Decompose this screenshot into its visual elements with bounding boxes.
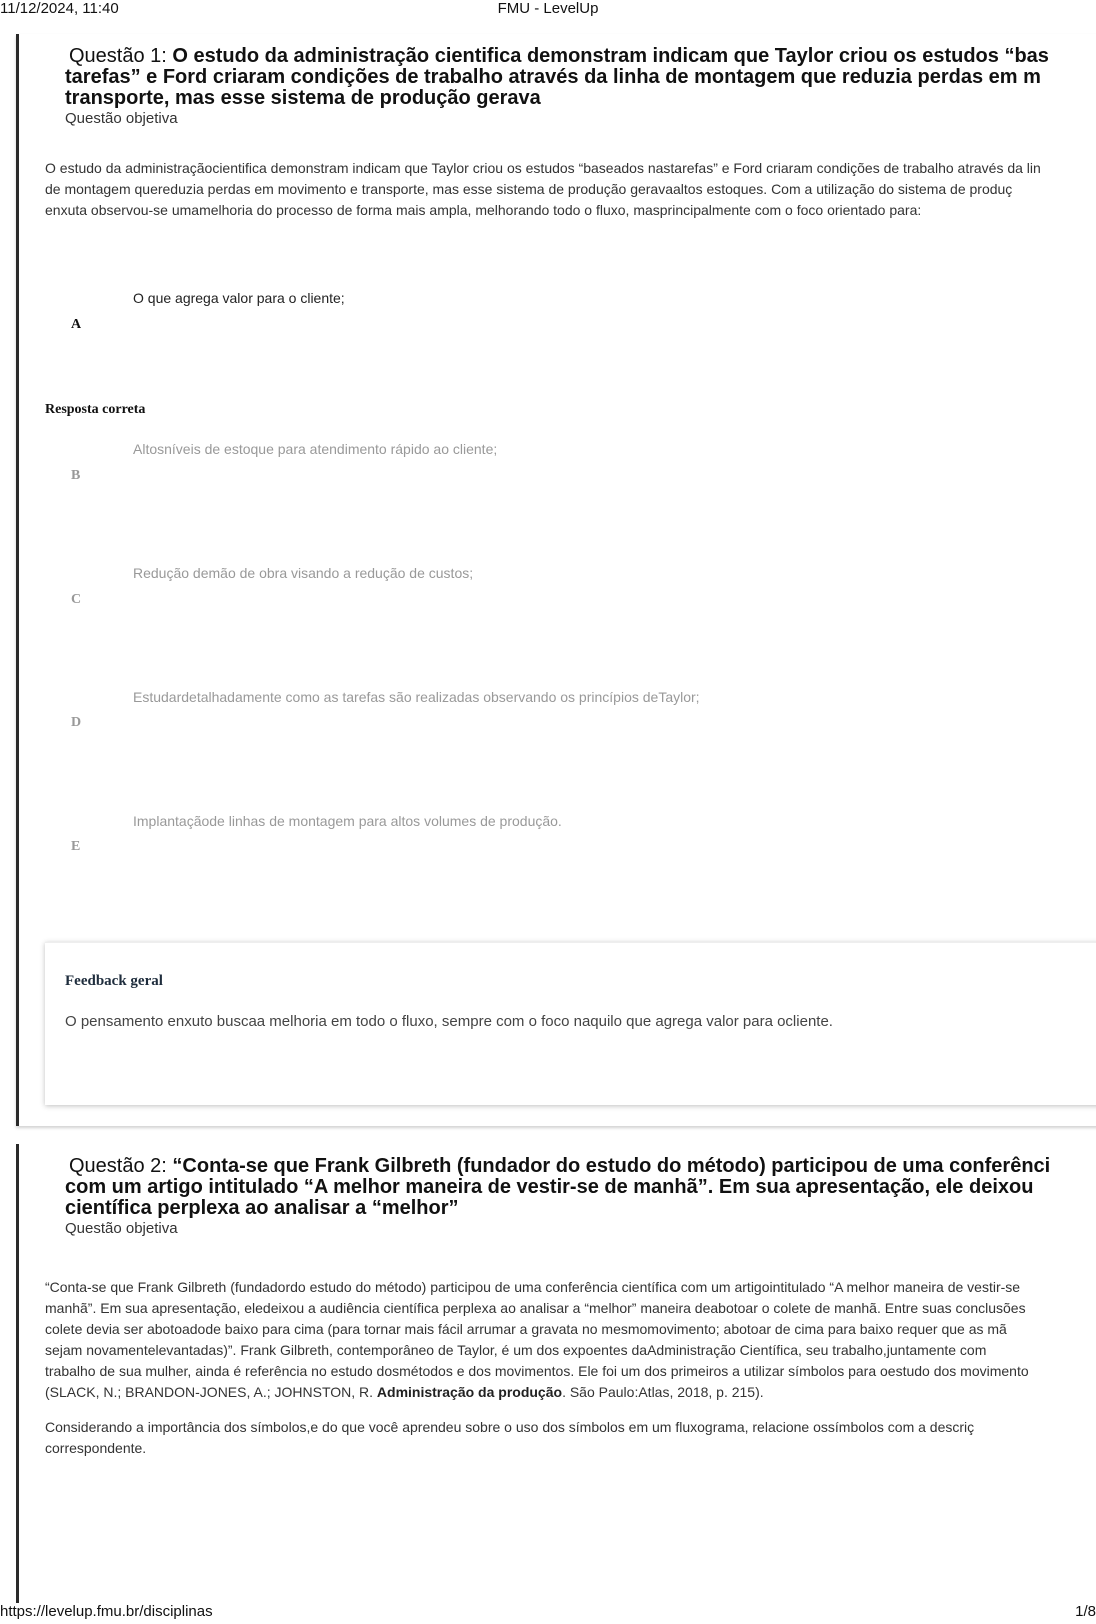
question-2-title-line: científica perplexa ao analisar a “melhor”: [65, 1197, 459, 1219]
question-2-type: Questão objetiva: [65, 1220, 178, 1237]
question-1-type: Questão objetiva: [65, 110, 178, 127]
print-page-title: FMU - LevelUp: [497, 0, 599, 17]
question-2-number: Questão 2:: [69, 1155, 167, 1177]
alternative-b-text: Altosníveis de estoque para atendimento rápido ao cliente;: [133, 441, 498, 457]
question-1-title-line: tarefas” e Ford criaram condições de trabalho através da linha de montagem que reduzia perdas em m: [65, 66, 1041, 88]
statement-line: manhã”. Em sua apresentação, eledeixou a audiência científica perplexa ao analisar a “melhor” maneira deabotoar o colete de manhã. Entre suas conclusões: [45, 1300, 1026, 1316]
question-2-title-line: “Conta-se que Frank Gilbreth (fundador do estudo do método) participou de uma conferênci: [172, 1155, 1051, 1177]
statement-line: O estudo da administraçãocientifica demonstram indicam que Taylor criou os estudos “baseados nastarefas” e Ford criaram condições de trabalho através da lin: [45, 160, 1041, 176]
alternative-c-text: Redução demão de obra visando a redução de custos;: [133, 565, 474, 581]
alternative-b-letter: B: [71, 468, 81, 483]
print-datetime: 11/12/2024, 11:40: [0, 0, 119, 17]
instruction-line: Considerando a importância dos símbolos,e do que você aprendeu sobre o uso dos símbolos em um fluxograma, relacione ossímbolos com a descriç: [45, 1419, 975, 1435]
question-card-2: [16, 1144, 1096, 1603]
alternative-c-letter: C: [71, 592, 82, 607]
question-2-statement: [45, 1277, 1096, 1403]
question-card-1: [16, 34, 1096, 1126]
alternative-d-text: Estudardetalhadamente como as tarefas são realizadas observando os princípios deTaylor;: [133, 689, 700, 705]
citation-book-title: Administração da produção: [376, 1384, 563, 1400]
feedback-panel: [45, 942, 1096, 1105]
print-footer: [0, 1603, 1096, 1621]
alternative-e-text: Implantaçãode linhas de montagem para altos volumes de produção.: [133, 813, 562, 829]
question-1-statement: [45, 158, 1096, 221]
statement-line: trabalho de sua mulher, ainda é referência no estudo dosmétodos e dos movimentos. Ele foi um dos primeiros a utilizar símbolos para oestudo dos movimento: [45, 1363, 1029, 1379]
print-page-number: 1/8: [1075, 1603, 1096, 1620]
alternative-e-letter: E: [71, 839, 81, 854]
alternative-d-letter: D: [71, 715, 82, 730]
statement-line: de montagem quereduzia perdas em movimento e transporte, mas esse sistema de produção geravaaltos estoques. Com a utilização do sistema de produç: [45, 181, 1013, 197]
citation-authors: (SLACK, N.; BRANDON-JONES, A.; JOHNSTON, R.: [45, 1384, 377, 1400]
alternative-a-text: O que agrega valor para o cliente;: [133, 290, 345, 306]
question-1-title-line: transporte, mas esse sistema de produção gerava: [65, 87, 541, 109]
citation-line: [45, 1382, 1096, 1403]
citation-publisher: . São Paulo:Atlas, 2018, p. 215).: [562, 1384, 764, 1400]
statement-line: “Conta-se que Frank Gilbreth (fundadordo estudo do método) participou de uma conferência científica com um artigointitulado “A melhor maneira de vestir-se: [45, 1279, 1021, 1295]
statement-line: enxuta observou-se umamelhoria do processo de forma mais ampla, melhorando todo o fluxo, masprincipalmente com o foco orientado para:: [45, 202, 922, 218]
statement-line: sejam novamentelevantadas)”. Frank Gilbreth, contemporâneo de Taylor, é um dos expoentes daAdministração Científica, seu trabalho,juntamente com: [45, 1342, 987, 1358]
feedback-text: O pensamento enxuto buscaa melhoria em todo o fluxo, sempre com o foco naquilo que agrega valor para ocliente.: [65, 1013, 833, 1030]
question-1-number: Questão 1:: [69, 45, 167, 67]
print-url: https://levelup.fmu.br/disciplinas: [0, 1603, 213, 1620]
question-2-title-line: com um artigo intitulado “A melhor maneira de vestir-se de manhã”. Em sua apresentação, ele deixou: [65, 1176, 1034, 1198]
question-2-instruction: [45, 1417, 1096, 1459]
feedback-title: Feedback geral: [65, 973, 163, 989]
statement-line: colete devia ser abotoadode baixo para cima (para tornar mais fácil arrumar a gravata no mesmomovimento; abotoar de cima para baixo requer que as mã: [45, 1321, 1007, 1337]
print-header: [0, 0, 1096, 18]
question-1-title: [65, 46, 1096, 109]
instruction-line: correspondente.: [45, 1440, 147, 1456]
question-1-title-line: O estudo da administração cientifica demonstram indicam que Taylor criou os estudos “bas: [172, 45, 1049, 67]
alternative-a-letter: A: [71, 317, 82, 332]
correct-answer-label: Resposta correta: [45, 402, 146, 417]
question-2-title: [65, 1156, 1096, 1219]
